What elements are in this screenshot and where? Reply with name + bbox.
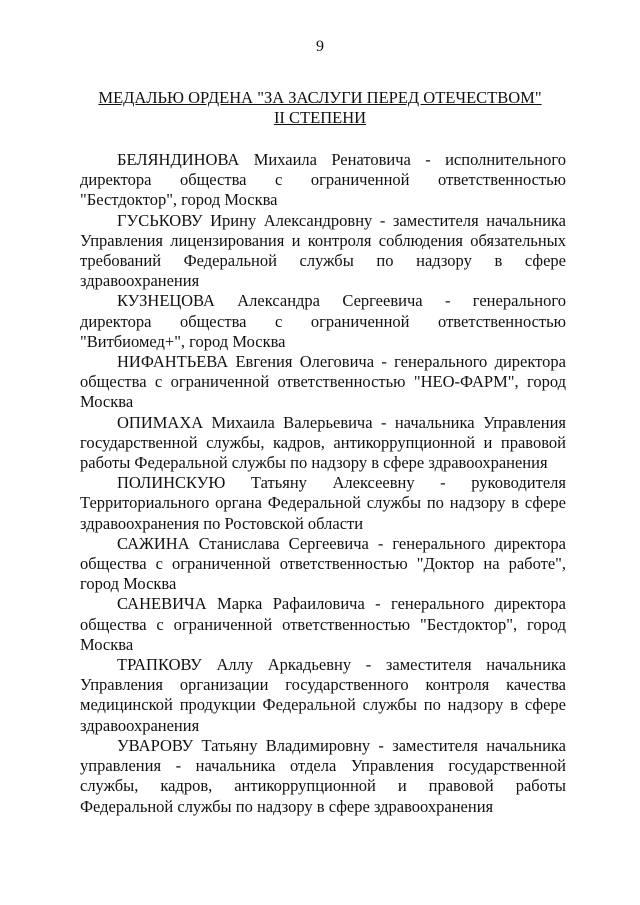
page-number: 9 xyxy=(316,38,324,55)
recipient-entry: ТРАПКОВУ Аллу Аркадьевну - заместителя начальника Управления организации государственного контроля качества медицинской продукции Федеральной службы по надзору в сфере здравоохранения xyxy=(80,655,566,735)
award-heading-line-2: II СТЕПЕНИ xyxy=(273,108,367,127)
recipient-entry: ОПИМАХА Михаила Валерьевича - начальника Управления государственной службы, кадров, антикоррупционной и правовой работы Федеральной службы по надзору в сфере здравоохранения xyxy=(80,412,566,473)
recipient-entry: САНЕВИЧА Марка Рафаиловича - генерального директора общества с ограниченной ответственностью "Бестдоктор", город Москва xyxy=(80,594,566,654)
recipient-entry: САЖИНА Станислава Сергеевича - генерального директора общества с ограниченной ответственностью "Доктор на работе", город Москва xyxy=(80,533,566,594)
recipient-entry: КУЗНЕЦОВА Александра Сергеевича - генерального директора общества с ограниченной ответственностью "Витбиомед+", город Москва xyxy=(80,291,566,351)
award-heading xyxy=(0,88,640,128)
recipient-entry: УВАРОВУ Татьяну Владимировну - заместителя начальника управления - начальника отдела Управления государственной службы, кадров, антикоррупционной и правовой работы Федеральной службы по надзору в сфере здравоохранения xyxy=(80,735,566,816)
recipient-entry: НИФАНТЬЕВА Евгения Олеговича - генерального директора общества с ограниченной ответственностью "НЕО-ФАРМ", город Москва xyxy=(80,352,566,412)
recipient-entry: БЕЛЯНДИНОВА Михаила Ренатовича - исполнительного директора общества с ограниченной ответственностью "Бестдоктор", город Москва xyxy=(80,150,566,210)
award-heading-line-1: МЕДАЛЬЮ ОРДЕНА "ЗА ЗАСЛУГИ ПЕРЕД ОТЕЧЕСТВОМ" xyxy=(98,88,542,107)
recipients-list xyxy=(80,150,566,817)
recipient-entry: ГУСЬКОВУ Ирину Александровну - заместителя начальника Управления лицензирования и контроля соблюдения обязательных требований Федеральной службы по надзору в сфере здравоохранения xyxy=(80,210,566,291)
recipient-entry: ПОЛИНСКУЮ Татьяну Алексеевну - руководителя Территориального органа Федеральной службы по надзору в сфере здравоохранения по Ростовской области xyxy=(80,473,566,533)
